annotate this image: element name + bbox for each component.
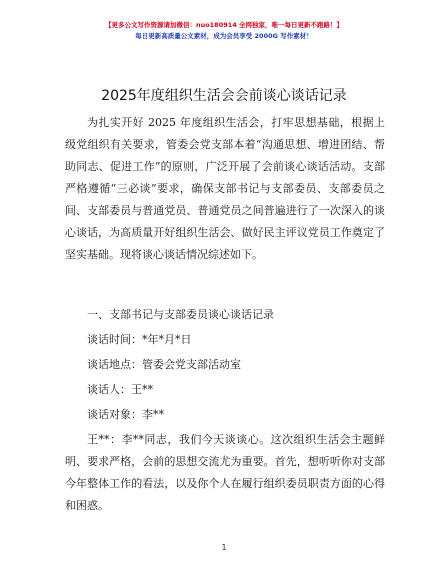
page-number: 1: [221, 543, 227, 552]
meeting-place: 谈话地点：管委会党支部活动室: [87, 358, 241, 371]
meeting-time: 谈话时间：*年*月*日: [87, 333, 192, 346]
section-heading: 一、支部书记与支部委员谈心谈话记录: [87, 308, 274, 321]
promo-banner-line-2: 每日更新高质量公文素材，成为会员享受 2000G 写作素材！: [135, 32, 313, 40]
talk-paragraph: 王**：李**同志，我们今天谈谈心。这次组织生活会主题鲜明、要求严格，会前的思想交流尤为重要。首先，想听听你对支部今年整体工作的看法，以及你个人在履行组织委员职责方面的心得和困惑。: [65, 433, 385, 512]
talk-target: 谈话对象：李**: [87, 408, 164, 421]
promo-banner-line-1: 【更多公文写作资源请加微信：nuo180914 全网独家，唯一每日更新不跑路！】: [104, 21, 344, 29]
intro-paragraph: 为扎实开好 2025 年度组织生活会，打牢思想基础，根据上级党组织有关要求，管委会党支部本着“沟通思想、增进团结、帮助同志、促进工作”的原则，广泛开展了会前谈心谈话活动。支部严格遵循“三必谈”要求，确保支部书记与支部委员、支部委员之间、支部委员与普通党员、普通党员之间普遍进行了一次深入的谈心谈话，为高质量开好组织生活会、做好民主评议党员工作奠定了坚实基础。现将谈心谈话情况综述如下。: [65, 116, 385, 261]
speaker: 谈话人：王**: [87, 383, 153, 396]
document-title: 2025年度组织生活会会前谈心谈话记录: [101, 88, 347, 104]
